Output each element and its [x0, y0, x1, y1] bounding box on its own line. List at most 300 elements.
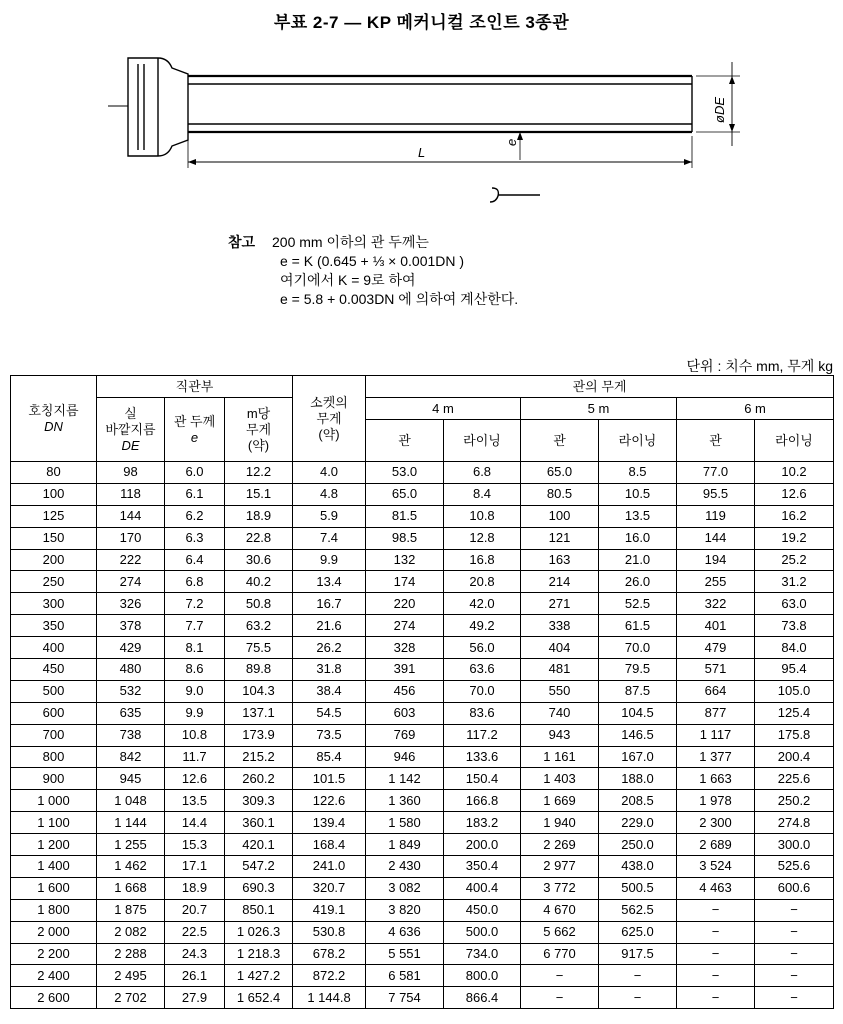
table-cell: 215.2	[225, 746, 293, 768]
table-cell: 9.9	[293, 549, 366, 571]
table-row	[11, 921, 834, 943]
table-cell: 208.5	[599, 790, 677, 812]
table-cell: 260.2	[225, 768, 293, 790]
table-cell: 5 662	[521, 921, 599, 943]
table-cell: 53.0	[366, 462, 444, 484]
table-cell: 274	[97, 571, 165, 593]
table-cell: 50.8	[225, 593, 293, 615]
table-cell: 877	[677, 702, 755, 724]
table-cell: 530.8	[293, 921, 366, 943]
table-cell: 16.0	[599, 527, 677, 549]
table-cell: 800.0	[444, 965, 521, 987]
table-cell: 167.0	[599, 746, 677, 768]
table-cell: 214	[521, 571, 599, 593]
table-cell: 11.7	[165, 746, 225, 768]
table-cell: 328	[366, 637, 444, 659]
table-cell: 480	[97, 659, 165, 681]
table-cell: −	[521, 965, 599, 987]
table-cell: 271	[521, 593, 599, 615]
table-cell: 1 161	[521, 746, 599, 768]
table-cell: 15.1	[225, 483, 293, 505]
table-cell: −	[599, 987, 677, 1009]
table-cell: 117.2	[444, 724, 521, 746]
table-cell: 1 255	[97, 834, 165, 856]
table-cell: 101.5	[293, 768, 366, 790]
table-cell: 1 048	[97, 790, 165, 812]
table-cell: 13.5	[165, 790, 225, 812]
table-cell: 65.0	[521, 462, 599, 484]
table-cell: 89.8	[225, 659, 293, 681]
table-cell: 163	[521, 549, 599, 571]
table-cell: 3 082	[366, 877, 444, 899]
table-cell: 81.5	[366, 505, 444, 527]
header-nominal: 호칭지름 DN	[11, 376, 97, 462]
table-cell: 1 427.2	[225, 965, 293, 987]
table-cell: 70.0	[599, 637, 677, 659]
table-row	[11, 527, 834, 549]
table-cell: 1 000	[11, 790, 97, 812]
table-cell: 98.5	[366, 527, 444, 549]
table-cell: 175.8	[755, 724, 834, 746]
table-cell: 1 218.3	[225, 943, 293, 965]
table-cell: 26.2	[293, 637, 366, 659]
table-cell: 250.2	[755, 790, 834, 812]
table-cell: 2 269	[521, 834, 599, 856]
table-cell: 168.4	[293, 834, 366, 856]
table-cell: 18.9	[225, 505, 293, 527]
table-cell: 9.0	[165, 680, 225, 702]
table-cell: 194	[677, 549, 755, 571]
reference-note	[228, 233, 518, 309]
table-cell: 420.1	[225, 834, 293, 856]
table-cell: 225.6	[755, 768, 834, 790]
table-cell: 19.2	[755, 527, 834, 549]
table-cell: 22.5	[165, 921, 225, 943]
table-cell: 690.3	[225, 877, 293, 899]
table-cell: 42.0	[444, 593, 521, 615]
table-cell: 125.4	[755, 702, 834, 724]
header-outer-diameter: 실 바깥지름 DE	[97, 398, 165, 462]
table-cell: 4.0	[293, 462, 366, 484]
table-row	[11, 834, 834, 856]
table-cell: 2 288	[97, 943, 165, 965]
header-lining-4m: 라이닝	[444, 420, 521, 462]
table-cell: 6 770	[521, 943, 599, 965]
table-cell: 738	[97, 724, 165, 746]
table-cell: 1 144.8	[293, 987, 366, 1009]
table-cell: 8.1	[165, 637, 225, 659]
table-cell: 5.9	[293, 505, 366, 527]
table-cell: 133.6	[444, 746, 521, 768]
table-cell: 2 702	[97, 987, 165, 1009]
table-cell: 2 689	[677, 834, 755, 856]
table-cell: 1 800	[11, 899, 97, 921]
table-cell: 3 524	[677, 856, 755, 878]
table-cell: 946	[366, 746, 444, 768]
table-row	[11, 659, 834, 681]
table-cell: 52.5	[599, 593, 677, 615]
table-cell: 9.9	[165, 702, 225, 724]
table-cell: 320.7	[293, 877, 366, 899]
table-cell: 100	[11, 483, 97, 505]
table-cell: 15.3	[165, 834, 225, 856]
table-cell: 500	[11, 680, 97, 702]
table-cell: 274	[366, 615, 444, 637]
table-cell: 70.0	[444, 680, 521, 702]
table-row	[11, 571, 834, 593]
table-cell: 2 200	[11, 943, 97, 965]
table-row	[11, 702, 834, 724]
table-cell: 6.8	[165, 571, 225, 593]
table-cell: 10.8	[444, 505, 521, 527]
table-cell: 419.1	[293, 899, 366, 921]
table-row	[11, 812, 834, 834]
table-cell: 5 551	[366, 943, 444, 965]
table-cell: 132	[366, 549, 444, 571]
table-cell: 98	[97, 462, 165, 484]
header-lining-5m: 라이닝	[599, 420, 677, 462]
table-cell: 6.4	[165, 549, 225, 571]
table-row	[11, 724, 834, 746]
table-row	[11, 505, 834, 527]
table-row	[11, 790, 834, 812]
table-cell: 144	[97, 505, 165, 527]
header-pipe-6m: 관	[677, 420, 755, 462]
table-cell: 1 144	[97, 812, 165, 834]
table-cell: 12.2	[225, 462, 293, 484]
table-cell: 338	[521, 615, 599, 637]
table-row	[11, 877, 834, 899]
table-cell: 7 754	[366, 987, 444, 1009]
table-cell: 600.6	[755, 877, 834, 899]
table-row	[11, 593, 834, 615]
table-cell: 16.2	[755, 505, 834, 527]
table-cell: 625.0	[599, 921, 677, 943]
table-row	[11, 549, 834, 571]
table-cell: 80	[11, 462, 97, 484]
table-cell: 309.3	[225, 790, 293, 812]
table-cell: 769	[366, 724, 444, 746]
table-cell: 118	[97, 483, 165, 505]
header-lining-6m: 라이닝	[755, 420, 834, 462]
table-cell: 1 360	[366, 790, 444, 812]
header-m-weight: m당 무게 (약)	[225, 398, 293, 462]
table-row	[11, 768, 834, 790]
table-cell: 21.6	[293, 615, 366, 637]
table-cell: 139.4	[293, 812, 366, 834]
table-cell: −	[755, 943, 834, 965]
table-cell: 2 400	[11, 965, 97, 987]
header-length-5m: 5 m	[521, 398, 677, 420]
table-cell: 200.4	[755, 746, 834, 768]
table-cell: 1 663	[677, 768, 755, 790]
table-cell: 635	[97, 702, 165, 724]
table-cell: −	[599, 965, 677, 987]
table-cell: 438.0	[599, 856, 677, 878]
table-cell: 8.6	[165, 659, 225, 681]
table-cell: 479	[677, 637, 755, 659]
pipe-drawing	[100, 40, 750, 215]
table-cell: 500.0	[444, 921, 521, 943]
table-cell: 137.1	[225, 702, 293, 724]
table-cell: 1 580	[366, 812, 444, 834]
note-line-1: 200 mm 이하의 관 두께는	[272, 234, 429, 250]
table-cell: 872.2	[293, 965, 366, 987]
header-socket: 소켓의 무게 (약)	[293, 376, 366, 462]
table-cell: 326	[97, 593, 165, 615]
table-cell: 1 849	[366, 834, 444, 856]
table-row	[11, 965, 834, 987]
table-cell: 664	[677, 680, 755, 702]
table-cell: 450	[11, 659, 97, 681]
table-cell: 378	[97, 615, 165, 637]
unit-label: 단위 : 치수 mm, 무게 kg	[686, 358, 833, 374]
table-cell: 1 669	[521, 790, 599, 812]
table-cell: 4 463	[677, 877, 755, 899]
table-cell: 4.8	[293, 483, 366, 505]
table-cell: 16.8	[444, 549, 521, 571]
table-cell: 104.5	[599, 702, 677, 724]
length-label: L	[418, 145, 426, 160]
table-cell: 391	[366, 659, 444, 681]
table-cell: 95.5	[677, 483, 755, 505]
weight-table	[10, 375, 834, 1009]
table-cell: 27.9	[165, 987, 225, 1009]
table-cell: 1 377	[677, 746, 755, 768]
note-line-3: 여기에서 K = 9로 하여	[280, 272, 416, 288]
table-cell: 2 977	[521, 856, 599, 878]
table-cell: 350	[11, 615, 97, 637]
table-cell: 31.8	[293, 659, 366, 681]
table-cell: 525.6	[755, 856, 834, 878]
table-cell: 456	[366, 680, 444, 702]
table-cell: 26.1	[165, 965, 225, 987]
table-cell: 21.0	[599, 549, 677, 571]
table-cell: 250	[11, 571, 97, 593]
table-cell: 450.0	[444, 899, 521, 921]
header-length-6m: 6 m	[677, 398, 834, 420]
table-cell: 17.1	[165, 856, 225, 878]
table-cell: 26.0	[599, 571, 677, 593]
table-cell: −	[677, 943, 755, 965]
table-cell: 144	[677, 527, 755, 549]
table-cell: 571	[677, 659, 755, 681]
table-cell: 150.4	[444, 768, 521, 790]
table-cell: 220	[366, 593, 444, 615]
table-cell: 2 300	[677, 812, 755, 834]
table-cell: 105.0	[755, 680, 834, 702]
table-cell: −	[755, 921, 834, 943]
table-cell: 401	[677, 615, 755, 637]
table-cell: 603	[366, 702, 444, 724]
table-cell: −	[677, 899, 755, 921]
table-cell: 20.8	[444, 571, 521, 593]
table-cell: 250.0	[599, 834, 677, 856]
table-cell: 188.0	[599, 768, 677, 790]
table-cell: 917.5	[599, 943, 677, 965]
table-cell: 1 652.4	[225, 987, 293, 1009]
table-cell: 1 117	[677, 724, 755, 746]
table-cell: 77.0	[677, 462, 755, 484]
table-cell: 229.0	[599, 812, 677, 834]
table-cell: −	[755, 965, 834, 987]
table-cell: 943	[521, 724, 599, 746]
table-row	[11, 746, 834, 768]
table-cell: 170	[97, 527, 165, 549]
header-pipe-weight: 관의 무게	[366, 376, 834, 398]
header-length-4m: 4 m	[366, 398, 521, 420]
table-cell: 3 772	[521, 877, 599, 899]
table-cell: 75.5	[225, 637, 293, 659]
table-cell: 146.5	[599, 724, 677, 746]
table-cell: 95.4	[755, 659, 834, 681]
table-cell: 1 403	[521, 768, 599, 790]
table-cell: 104.3	[225, 680, 293, 702]
table-cell: 1 940	[521, 812, 599, 834]
table-cell: 38.4	[293, 680, 366, 702]
table-cell: 550	[521, 680, 599, 702]
table-cell: −	[755, 899, 834, 921]
table-cell: 31.2	[755, 571, 834, 593]
table-cell: 121	[521, 527, 599, 549]
table-cell: 255	[677, 571, 755, 593]
table-cell: 241.0	[293, 856, 366, 878]
table-cell: 866.4	[444, 987, 521, 1009]
table-cell: 1 400	[11, 856, 97, 878]
table-cell: 322	[677, 593, 755, 615]
table-cell: 600	[11, 702, 97, 724]
table-cell: 400.4	[444, 877, 521, 899]
table-row	[11, 483, 834, 505]
table-cell: 13.5	[599, 505, 677, 527]
table-cell: 850.1	[225, 899, 293, 921]
table-cell: 2 495	[97, 965, 165, 987]
table-cell: 22.8	[225, 527, 293, 549]
note-label: 참고	[228, 234, 256, 250]
table-cell: 300.0	[755, 834, 834, 856]
table-cell: 12.8	[444, 527, 521, 549]
table-row	[11, 615, 834, 637]
table-cell: 63.6	[444, 659, 521, 681]
table-cell: 54.5	[293, 702, 366, 724]
table-cell: 63.0	[755, 593, 834, 615]
table-row	[11, 680, 834, 702]
table-cell: 84.0	[755, 637, 834, 659]
table-cell: 10.8	[165, 724, 225, 746]
table-cell: 183.2	[444, 812, 521, 834]
table-cell: 73.5	[293, 724, 366, 746]
table-cell: 1 100	[11, 812, 97, 834]
table-cell: −	[677, 987, 755, 1009]
table-cell: 6.1	[165, 483, 225, 505]
table-cell: 56.0	[444, 637, 521, 659]
table-cell: 404	[521, 637, 599, 659]
table-cell: 12.6	[755, 483, 834, 505]
table-cell: 1 026.3	[225, 921, 293, 943]
table-cell: 740	[521, 702, 599, 724]
table-cell: 63.2	[225, 615, 293, 637]
table-cell: 174	[366, 571, 444, 593]
table-cell: 79.5	[599, 659, 677, 681]
table-cell: 10.2	[755, 462, 834, 484]
table-cell: 200	[11, 549, 97, 571]
table-cell: 1 200	[11, 834, 97, 856]
section-mark	[490, 188, 540, 202]
table-cell: −	[755, 987, 834, 1009]
table-cell: 12.6	[165, 768, 225, 790]
table-cell: 8.5	[599, 462, 677, 484]
table-cell: 7.4	[293, 527, 366, 549]
table-cell: −	[677, 965, 755, 987]
table-cell: 3 820	[366, 899, 444, 921]
table-cell: 85.4	[293, 746, 366, 768]
table-cell: 6.8	[444, 462, 521, 484]
table-cell: 7.2	[165, 593, 225, 615]
table-cell: 2 000	[11, 921, 97, 943]
table-cell: 6.3	[165, 527, 225, 549]
table-cell: 30.6	[225, 549, 293, 571]
table-cell: 80.5	[521, 483, 599, 505]
table-cell: 400	[11, 637, 97, 659]
table-cell: 1 142	[366, 768, 444, 790]
note-line-2: e = K (0.645 + ⅓ × 0.001DN )	[280, 253, 465, 269]
thickness-label: e	[504, 138, 519, 146]
table-cell: 481	[521, 659, 599, 681]
table-cell: 13.4	[293, 571, 366, 593]
table-cell: 8.4	[444, 483, 521, 505]
table-cell: 87.5	[599, 680, 677, 702]
table-cell: 65.0	[366, 483, 444, 505]
table-cell: 150	[11, 527, 97, 549]
table-cell: 562.5	[599, 899, 677, 921]
table-cell: 61.5	[599, 615, 677, 637]
table-cell: 900	[11, 768, 97, 790]
table-cell: 122.6	[293, 790, 366, 812]
note-line-4: e = 5.8 + 0.003DN 에 의하여 계산한다.	[280, 291, 519, 307]
table-cell: 119	[677, 505, 755, 527]
header-pipe-5m: 관	[521, 420, 599, 462]
table-cell: 1 600	[11, 877, 97, 899]
table-row	[11, 637, 834, 659]
table-cell: 20.7	[165, 899, 225, 921]
table-cell: 734.0	[444, 943, 521, 965]
header-straight: 직관부	[97, 376, 293, 398]
table-cell: 7.7	[165, 615, 225, 637]
table-cell: 2 600	[11, 987, 97, 1009]
table-cell: 100	[521, 505, 599, 527]
table-cell: 945	[97, 768, 165, 790]
table-cell: 49.2	[444, 615, 521, 637]
table-cell: 2 082	[97, 921, 165, 943]
table-cell: 24.3	[165, 943, 225, 965]
table-cell: 1 875	[97, 899, 165, 921]
table-cell: 2 430	[366, 856, 444, 878]
table-cell: 300	[11, 593, 97, 615]
table-cell: 700	[11, 724, 97, 746]
header-pipe-4m: 관	[366, 420, 444, 462]
table-cell: 1 978	[677, 790, 755, 812]
table-row	[11, 987, 834, 1009]
table-cell: 25.2	[755, 549, 834, 571]
table-cell: 40.2	[225, 571, 293, 593]
table-cell: 1 668	[97, 877, 165, 899]
table-cell: 6.2	[165, 505, 225, 527]
table-cell: 360.1	[225, 812, 293, 834]
table-cell: 6 581	[366, 965, 444, 987]
table-cell: 125	[11, 505, 97, 527]
table-cell: 842	[97, 746, 165, 768]
table-cell: 6.0	[165, 462, 225, 484]
